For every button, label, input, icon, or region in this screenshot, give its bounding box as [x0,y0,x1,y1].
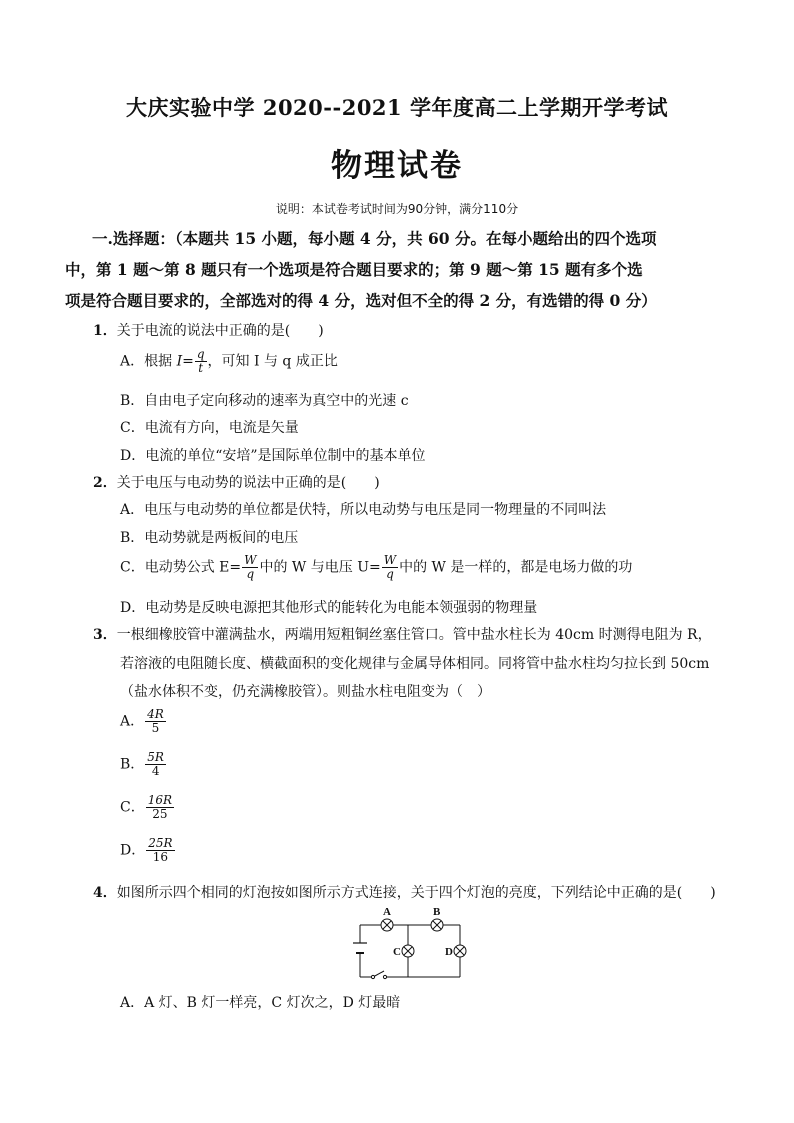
bulb-b-icon [431,919,443,931]
switch-icon [371,975,386,978]
exam-title: 大庆实验中学 2020--2021 学年度高二上学期开学考试 [126,95,668,120]
option-label: D． [120,842,146,859]
q1-option-b: B．自由电子定向移动的速率为真空中的光速 c [120,393,409,409]
question-3-line-3: （盐水体积不变，仍充满橡胶管）。则盐水柱电阻变为（ ） [120,684,491,700]
section-heading-line-1: 一.选择题：（本题共 15 小题，每小题 4 分，共 60 分。在每小题给出的四个选项 [92,229,657,248]
question-number: 2． [93,475,117,491]
q2-option-a: A．电压与电动势的单位都是伏特，所以电动势与电压是同一物理量的不同叫法 [120,502,607,518]
q4-option-a: A．A 灯、B 灯一样亮，C 灯次之，D 灯最暗 [120,995,401,1011]
q3-option-d [120,837,176,864]
formula-fraction [145,708,166,735]
fraction-denominator: q [386,567,394,581]
fraction-numerator: 4R [147,707,164,721]
fraction-denominator: 25 [152,807,168,821]
question-number: 4． [93,885,117,901]
fraction-numerator: q [196,347,205,361]
formula-fraction [145,751,166,778]
option-label: B． [120,756,145,773]
fraction-numerator: 16R [147,793,173,807]
q3-option-a [120,708,167,735]
fraction-denominator: t [198,361,204,375]
question-2 [93,472,380,492]
question-number: 1． [93,323,117,339]
bulb-a-icon [381,919,393,931]
option-suffix: ，可知 I 与 q 成正比 [207,353,338,370]
fraction-denominator: 4 [151,764,160,778]
q3-option-c [120,794,175,821]
option-suffix: 中的 W 是一样的，都是电场力做的功 [399,559,633,576]
question-number: 3． [93,627,117,643]
circuit-diagram [350,905,470,985]
q2-option-c [120,554,632,581]
battery-icon [353,943,367,953]
question-stem: 关于电压与电动势的说法中正确的是( ) [116,475,380,491]
label-a: A [383,906,391,918]
formula-fraction [146,837,174,864]
fraction-numerator: 25R [148,836,173,850]
option-prefix: A．根据 [120,353,173,370]
fraction-numerator: 5R [147,750,164,764]
formula-fraction [242,554,258,581]
question-4 [93,882,716,902]
bulb-d-icon [454,945,466,957]
formula-fraction [146,794,174,821]
question-stem: 关于电流的说法中正确的是( ) [116,323,324,339]
option-prefix: C．电动势公式 E= [120,559,242,576]
label-d: D [445,946,453,958]
formula-variable: I [176,353,183,370]
option-label: C． [120,799,145,816]
question-stem: 如图所示四个相同的灯泡按如图所示方式连接，关于四个灯泡的亮度，下列结论中正确的是( ) [116,885,716,901]
label-b: B [433,906,441,918]
q3-option-b [120,751,167,778]
section-heading-line-2: 中，第 1 题～第 8 题只有一个选项是符合题目要求的；第 9 题～第 15 题有多个选 [65,260,643,279]
question-3-line-2: 若溶液的电阻随长度、横截面积的变化规律与金属导体相同。同将管中盐水柱均匀拉长到 50cm [120,656,710,672]
formula-fraction [382,554,398,581]
bulb-c-icon [402,945,414,957]
question-3 [93,624,712,644]
section-heading-line-3: 项是符合题目要求的，全部选对的得 4 分，选对但不全的得 2 分，有选错的得 0 分） [65,291,657,310]
fraction-denominator: q [246,567,255,581]
q1-option-d: D．电流的单位“安培”是国际单位制中的基本单位 [120,448,426,464]
q1-option-a [120,348,338,375]
q1-option-c: C．电流有方向，电流是矢量 [120,420,299,436]
fraction-numerator: W [383,553,397,567]
formula-equals: = [182,353,194,370]
question-1 [93,320,324,340]
subject-title: 物理试卷 [331,148,463,184]
option-label: A． [120,713,145,730]
fraction-denominator: 16 [152,850,169,864]
question-stem-line-1: 一根细橡胶管中灌满盐水，两端用短粗铜丝塞住管口。管中盐水柱长为 40cm 时测得电阻为 R， [116,627,712,643]
formula-fraction [195,348,207,375]
fraction-numerator: W [244,553,257,567]
exam-note: 说明：本试卷考试时间为90分钟，满分110分 [275,202,519,216]
option-middle: 中的 W 与电压 U= [259,559,381,576]
q2-option-d: D．电动势是反映电源把其他形式的能转化为电能本领强弱的物理量 [120,600,538,616]
q2-option-b: B．电动势就是两板间的电压 [120,530,299,546]
fraction-denominator: 5 [151,721,160,735]
label-c: C [393,946,401,958]
